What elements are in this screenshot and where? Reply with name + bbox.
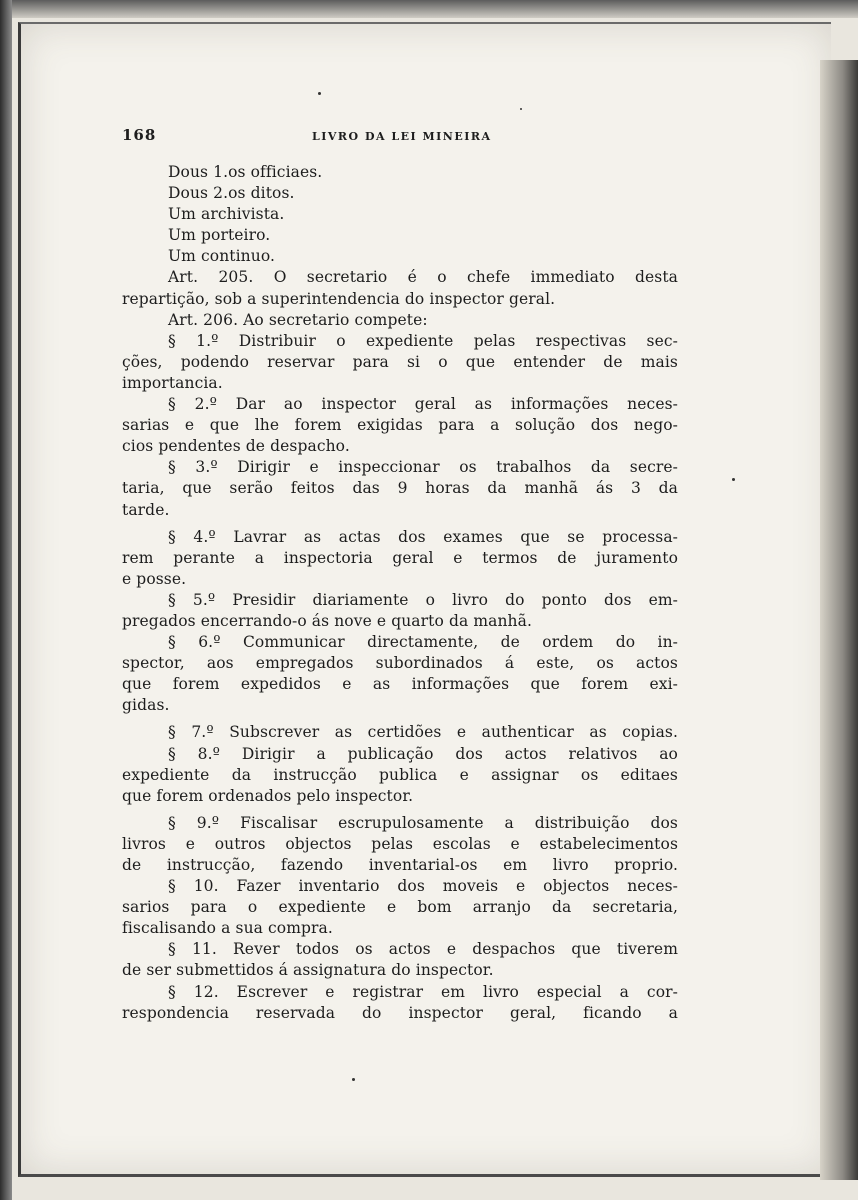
page-header [122,126,678,148]
text-line: sarias e que lhe forem exigidas para a solução dos nego- [122,416,678,435]
text-line: § 11. Rever todos os actos e despachos que tiverem [168,940,678,959]
text-line: respondencia reservada do inspector geral, ficando a [122,1003,678,1022]
print-speck [318,92,321,95]
text-line: § 12. Escrever e registrar em livro especial a cor- [168,982,678,1001]
text-line: que forem expedidos e as informações que forem exi- [122,675,678,694]
text-line: Dous 1.os officiaes. [168,163,323,181]
text-line: § 4.º Lavrar as actas dos exames que se processa- [168,527,678,546]
text-line: sarios para o expediente e bom arranjo da secretaria, [122,898,678,917]
text-line: § 10. Fazer inventario dos moveis e objectos neces- [168,877,678,896]
text-line: tarde. [122,500,170,519]
text-line: § 9.º Fiscalisar escrupulosamente a distribuição dos [168,813,678,832]
scan-left-edge [0,0,12,1200]
text-line: spector, aos empregados subordinados á este, os actos [122,654,678,673]
text-line: gidas. [122,696,170,715]
text-line: de ser submettidos á assignatura do inspector. [122,961,494,980]
text-line: Art. 206. Ao secretario compete: [168,310,428,329]
text-line: ções, podendo reservar para si o que entender de mais [122,352,678,371]
text-line: repartição, sob a superintendencia do inspector geral. [122,289,556,308]
running-title: LIVRO DA LEI MINEIRA [312,130,492,143]
text-line: § 7.º Subscrever as certidões e authenticar as copias. [168,723,678,742]
text-line: rem perante a inspectoria geral e termos de juramento [122,548,678,567]
text-line: fiscalisando a sua compra. [122,919,333,938]
scan-top-edge [0,0,858,18]
text-line: pregados encerrando-o ás nove e quarto da manhã. [122,611,533,630]
text-line: e posse. [122,569,187,588]
text-line: importancia. [122,373,223,392]
text-line: Um porteiro. [168,226,271,245]
text-line: § 2.º Dar ao inspector geral as informações neces- [168,395,678,414]
text-line: Um archivista. [168,205,285,224]
text-line: que forem ordenados pelo inspector. [122,786,414,805]
text-line: Art. 205. O secretario é o chefe immediato desta [168,268,678,287]
print-speck [520,108,522,110]
text-line: Dous 2.os ditos. [168,184,295,203]
text-line: § 6.º Communicar directamente, de ordem do in- [168,633,678,652]
text-line: § 1.º Distribuir o expediente pelas respectivas sec- [168,331,678,350]
text-line: § 8.º Dirigir a publicação dos actos relativos ao [168,744,678,763]
page-text [122,126,678,1024]
text-line: cios pendentes de despacho. [122,437,350,456]
print-speck [352,1078,355,1081]
text-line: § 5.º Presidir diariamente o livro do ponto dos em- [168,590,678,609]
text-line: livros e outros objectos pelas escolas e estabelecimentos [122,834,678,853]
page-stack-edge [820,60,858,1180]
print-speck [732,478,735,481]
text-line: taria, que serão feitos das 9 horas da manhã ás 3 da [122,479,678,498]
page-number: 168 [122,126,157,144]
text-line: expediente da instrucção publica e assignar os editaes [122,765,678,784]
text-line: § 3.º Dirigir e inspeccionar os trabalhos da secre- [168,458,678,477]
text-line: Um continuo. [168,247,276,266]
text-line: de instrucção, fazendo inventarial-os em livro proprio. [122,856,678,874]
